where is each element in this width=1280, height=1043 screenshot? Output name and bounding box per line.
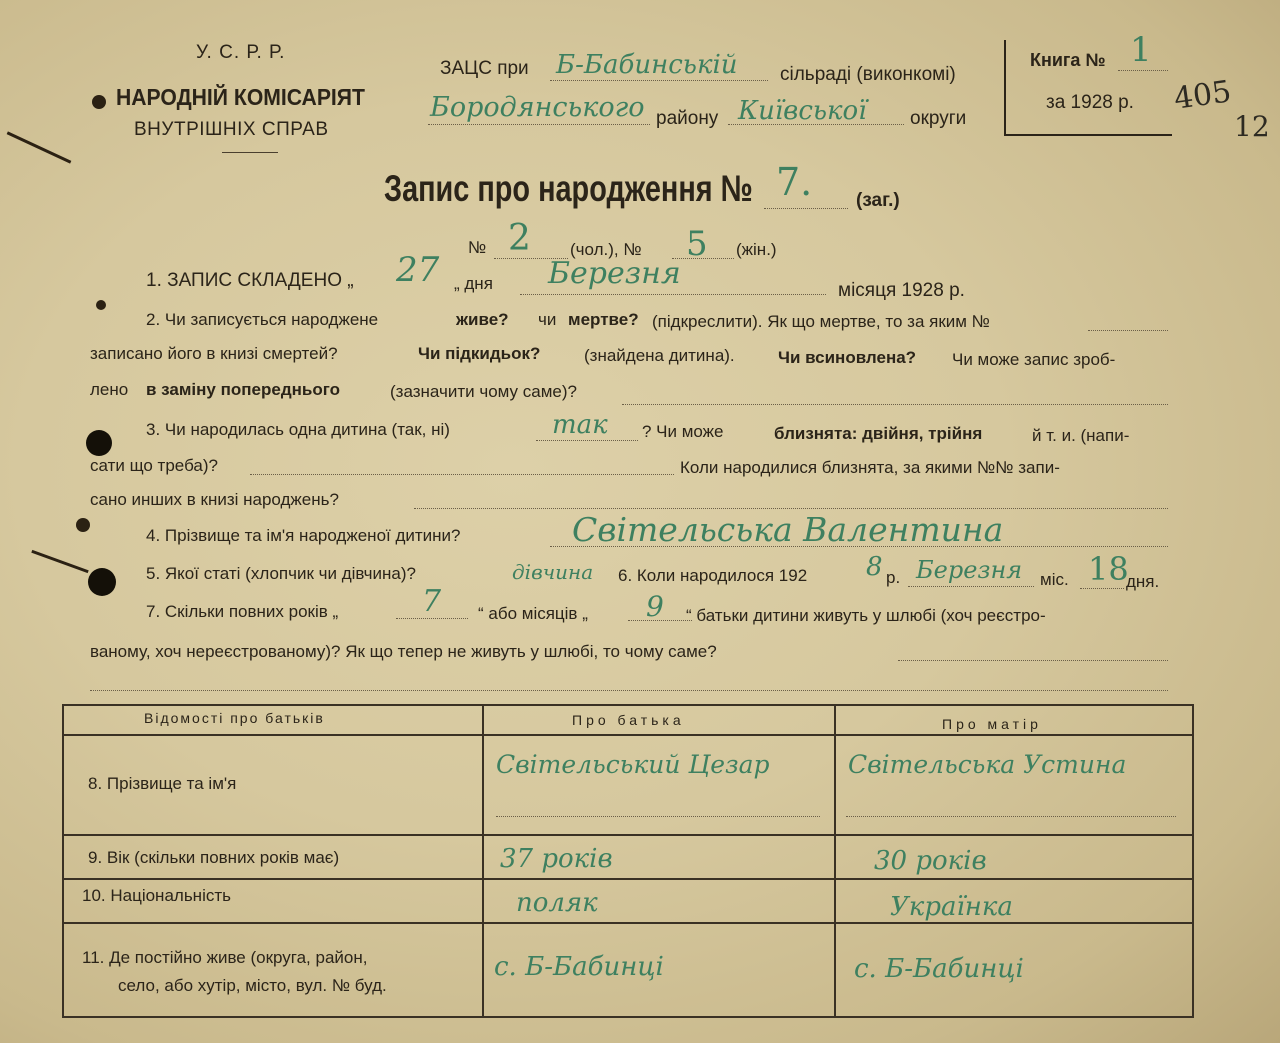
field3-line1-a: 3. Чи народилась одна дитина (так, ні) <box>146 420 450 439</box>
field1-day: 27 <box>396 250 440 290</box>
table-header-info: Відомості про батьків <box>144 710 325 726</box>
field2-line2-a: записано його в книзі смертей? <box>90 344 338 363</box>
ink-stain <box>92 95 106 109</box>
record-number-dotline <box>764 208 848 209</box>
row-residence-label-2: село, або хутір, місто, вул. № буд. <box>118 976 387 995</box>
field2-line1-a: 2. Чи записується народжене <box>146 310 379 329</box>
okruga-dotline <box>728 124 904 125</box>
field2-dotline1 <box>1088 330 1168 331</box>
punch-hole-bottom <box>88 568 116 596</box>
field4-label: 4. Прізвище та ім'я народженої дитини? <box>146 526 461 545</box>
field2-found: (знайдена дитина). <box>584 346 735 365</box>
child-name: Світельська Валентина <box>572 510 1004 549</box>
mother-residence: с. Б-Бабинці <box>854 954 1024 984</box>
female-label: (жін.) <box>736 240 777 259</box>
field2-line3-c: (зазначити чому саме)? <box>390 382 577 401</box>
mother-age: 30 років <box>874 846 987 876</box>
district-dotline <box>428 124 650 125</box>
row-nationality-label: 10. Національність <box>82 886 231 905</box>
field6-r: р. <box>886 568 901 587</box>
book-label: Книга № <box>1030 50 1106 70</box>
field2-line3-a: лено <box>90 380 129 399</box>
female-number: 5 <box>686 224 708 264</box>
book-dotline <box>1118 70 1168 71</box>
header-underline <box>222 152 278 153</box>
mother-name: Світельська Устина <box>848 750 1127 779</box>
field3-line3: сано инших в книзі народжень? <box>90 490 339 509</box>
field2-replacement: в заміну попереднього <box>146 380 340 399</box>
field7-line1-a: 7. Скільки повних років „ <box>146 602 339 621</box>
field6-month-dotline <box>908 586 1034 587</box>
punch-hole-top <box>86 430 112 456</box>
republic-label: У. С. Р. Р. <box>196 42 286 63</box>
table-mother-dotline <box>846 816 1176 817</box>
father-residence: с. Б-Бабинці <box>494 952 664 982</box>
field1-label: 1. ЗАПИС СКЛАДЕНО „ <box>146 270 354 291</box>
zags-value: Б-Бабинській <box>556 50 738 80</box>
record-title: Запис про народження № <box>384 168 753 209</box>
ink-stain <box>31 550 88 573</box>
field7-months-dotline <box>628 620 692 621</box>
okruga-value: Київської <box>738 96 867 126</box>
birth-month: Березня <box>916 556 1023 584</box>
district-value: Бородянського <box>430 92 645 123</box>
field7-dotline3 <box>90 690 1168 691</box>
record-general-suffix: (заг.) <box>856 190 900 211</box>
table-row-rule-1 <box>64 834 1192 836</box>
zags-dotline <box>550 80 768 81</box>
father-name: Світельський Цезар <box>496 750 770 779</box>
table-header-rule <box>64 734 1192 736</box>
zags-prefix: ЗАЦС при <box>440 58 529 79</box>
field2-line2-e: Чи може запис зроб- <box>952 350 1116 369</box>
field5-label: 5. Якої статі (хлопчик чи дівчина)? <box>146 564 416 583</box>
field1-month-dotline <box>520 294 826 295</box>
table-row-rule-3 <box>64 922 1192 924</box>
field1-day-label: „ дня <box>454 274 493 293</box>
field2-line1-e: (підкреслити). Як що мертве, то за яким № <box>652 312 990 331</box>
no-prefix: № <box>468 238 487 257</box>
field2-alive: живе? <box>456 310 509 329</box>
field7-line2: ваному, хоч нереєстрованому)? Як що тепер не живуть у шлюбі, то чому саме? <box>90 642 717 661</box>
field4-dotline <box>550 546 1168 547</box>
field3-line1-d: й т. и. (напи- <box>1032 426 1130 445</box>
father-nationality: поляк <box>516 888 598 918</box>
field3-answer: так <box>552 410 608 440</box>
ink-stain <box>96 300 106 310</box>
row-name-label: 8. Прізвище та ім'я <box>88 774 237 793</box>
field7-line1-b: “ або місяців „ <box>478 604 588 623</box>
field3-twins: близнята: двійня, трійня <box>774 424 983 443</box>
zags-suffix: сільраді (виконкомі) <box>780 64 956 85</box>
field3-line2-a: сати що треба)? <box>90 456 218 475</box>
field1-month: Березня <box>548 256 681 291</box>
field3-dotline3 <box>414 508 1168 509</box>
marriage-months: 9 <box>646 590 664 623</box>
field2-foundling: Чи підкидьок? <box>418 344 541 363</box>
ink-stain <box>7 131 72 163</box>
table-header-father: Про батька <box>572 712 685 728</box>
male-label: (чол.), № <box>570 240 642 259</box>
field3-answer-dotline <box>536 440 638 441</box>
field2-dead: мертве? <box>568 310 639 329</box>
field6-mis: міс. <box>1040 570 1069 589</box>
table-divider-1 <box>482 706 484 1016</box>
field7-years-dotline <box>396 618 468 619</box>
male-number: 2 <box>508 218 531 259</box>
table-father-dotline <box>496 816 820 817</box>
field6-day-label: дня. <box>1126 572 1160 591</box>
book-year: за 1928 р. <box>1046 92 1134 113</box>
field3-line2-b: Коли народилися близнята, за якими №№ запи- <box>680 458 1060 477</box>
row-age-label: 9. Вік (скільки повних років має) <box>88 848 340 867</box>
commissariat-subtitle: ВНУТРІШНІХ СПРАВ <box>134 119 329 140</box>
archive-number: 405 <box>1171 74 1234 117</box>
field7-dotline2 <box>898 660 1168 661</box>
record-number: 7. <box>776 160 813 204</box>
field6-day-dotline <box>1080 588 1124 589</box>
field1-month-label: місяця 1928 р. <box>838 280 965 301</box>
ink-stain <box>76 518 90 532</box>
parents-table <box>62 704 1194 1018</box>
table-divider-2 <box>834 706 836 1016</box>
birth-day: 18 <box>1088 550 1129 588</box>
field3-dotline2 <box>250 474 674 475</box>
field6-label: 6. Коли народилося 192 <box>618 566 808 585</box>
district-label: району <box>656 108 719 129</box>
field3-line1-b: ? Чи може <box>642 422 724 441</box>
table-header-mother: Про матір <box>942 716 1042 732</box>
book-number: 1 <box>1130 30 1152 70</box>
archive-number-2: 12 <box>1234 110 1270 143</box>
field7-line1-c: “ батьки дитини живуть у шлюбі (хоч реєстро- <box>686 606 1046 625</box>
birth-year-digit: 8 <box>866 552 883 582</box>
father-age: 37 років <box>500 844 613 874</box>
female-dotline <box>672 258 734 259</box>
commissariat-title: НАРОДНІЙ КОМІСАРІЯТ <box>116 84 365 110</box>
child-sex: дівчина <box>512 560 594 584</box>
field2-dotline3 <box>622 404 1168 405</box>
mother-nationality: Українка <box>890 892 1013 922</box>
row-residence-label-1: 11. Де постійно живе (округа, район, <box>82 948 368 967</box>
field2-or: чи <box>538 310 557 329</box>
marriage-years: 7 <box>422 584 442 619</box>
field2-adopted: Чи всиновлена? <box>778 348 917 367</box>
okruga-label: округи <box>910 108 967 129</box>
table-row-rule-2 <box>64 878 1192 880</box>
